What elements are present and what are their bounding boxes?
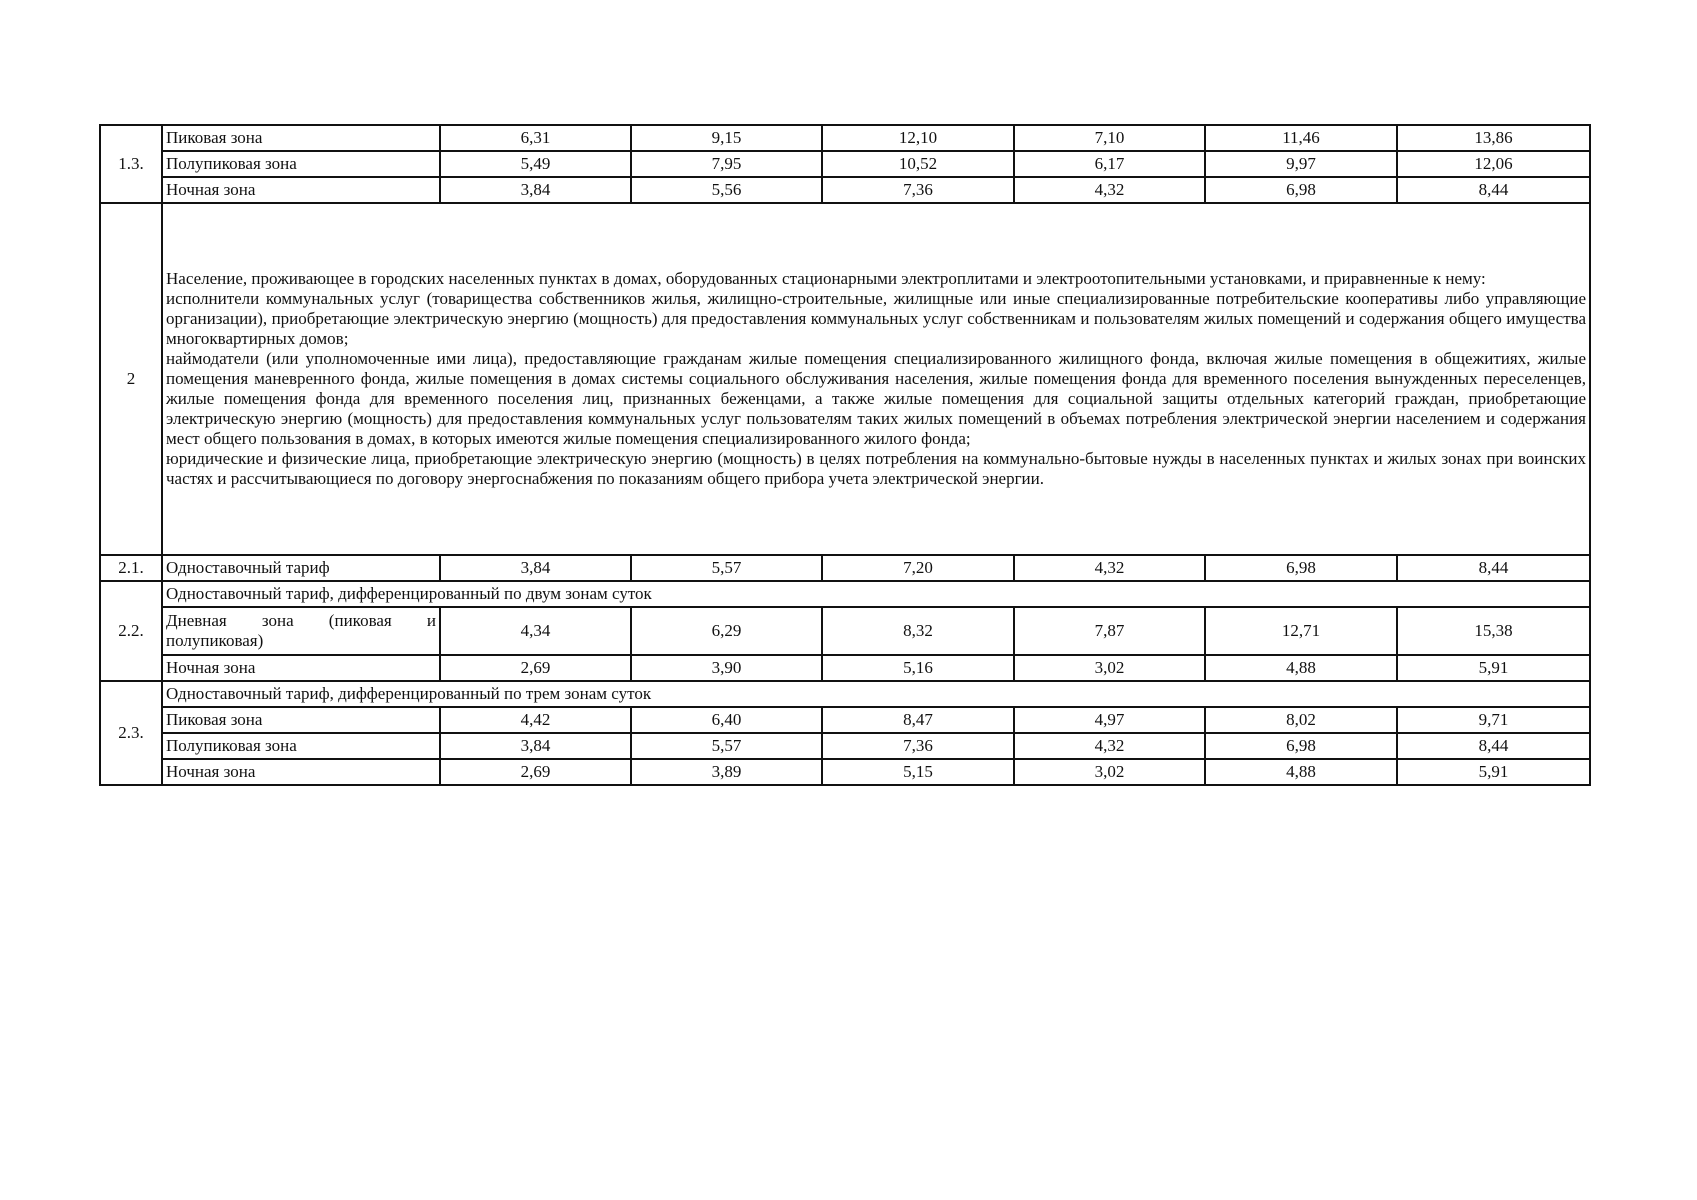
tariff-label-single-rate: Одноставочный тариф bbox=[162, 555, 440, 581]
consumer-paragraph: наймодатели (или уполномоченные ими лица), предоставляющие гражданам жилые помещения специализированного жилищного фонда, включая жилые помещения в общежитиях, жилые помещения маневренного фонда, жилые помещения в домах системы социального обслуживания населения, жилые помещения фонда для временного поселения вынужденных переселенцев, жилые помещения фонда для временного поселения лиц, признанных беженцами, а также жилые помещения для социальной защиты отдельных категорий граждан, приобретающие электрическую энергию (мощность) для предоставления коммунальных услуг пользователям таких жилых помещений в объемах потребления электрической энергии населением и содержания мест общего пользования в домах, в которых имеются жилые помещения специализированного жилого фонда; bbox=[166, 348, 1586, 449]
consumer-group-description bbox=[162, 203, 1590, 555]
tariff-value: 6,98 bbox=[1205, 733, 1397, 759]
tariff-value: 4,32 bbox=[1014, 733, 1205, 759]
tariff-value: 10,52 bbox=[822, 151, 1014, 177]
row-number-1-3: 1.3. bbox=[100, 125, 162, 203]
row-number-2-3: 2.3. bbox=[100, 681, 162, 785]
table-row bbox=[100, 707, 1590, 733]
consumer-paragraph: исполнители коммунальных услуг (товарищества собственников жилья, жилищно-строительные, жилищные или иные специализированные потребительские кооперативы либо управляющие организации), приобретающие электрическую энергию (мощность) для предоставления коммунальных услуг собственникам и пользователям жилых помещений и содержания общего имущества многоквартирных домов; bbox=[166, 288, 1586, 348]
zone-label-day: Дневная зона (пиковая и полупиковая) bbox=[162, 607, 440, 655]
tariff-value: 3,84 bbox=[440, 733, 631, 759]
table-row bbox=[100, 151, 1590, 177]
tariff-value: 3,84 bbox=[440, 177, 631, 203]
table-row bbox=[100, 681, 1590, 707]
tariff-value: 12,06 bbox=[1397, 151, 1590, 177]
table-row bbox=[100, 177, 1590, 203]
tariff-value: 4,42 bbox=[440, 707, 631, 733]
tariff-value: 5,91 bbox=[1397, 759, 1590, 785]
tariff-value: 7,36 bbox=[822, 733, 1014, 759]
table-row bbox=[100, 581, 1590, 607]
table-row bbox=[100, 733, 1590, 759]
tariff-value: 8,44 bbox=[1397, 733, 1590, 759]
tariff-value: 5,49 bbox=[440, 151, 631, 177]
tariff-value: 5,57 bbox=[631, 555, 822, 581]
zone-label-night: Ночная зона bbox=[162, 759, 440, 785]
table-row bbox=[100, 555, 1590, 581]
zone-label-night: Ночная зона bbox=[162, 177, 440, 203]
tariff-value: 3,02 bbox=[1014, 655, 1205, 681]
tariff-value: 9,97 bbox=[1205, 151, 1397, 177]
section-heading-three-zones: Одноставочный тариф, дифференцированный по трем зонам суток bbox=[162, 681, 1590, 707]
tariff-value: 11,46 bbox=[1205, 125, 1397, 151]
tariff-value: 2,69 bbox=[440, 655, 631, 681]
tariff-table bbox=[99, 124, 1591, 786]
tariff-value: 8,44 bbox=[1397, 555, 1590, 581]
tariff-value: 12,71 bbox=[1205, 607, 1397, 655]
tariff-value: 4,34 bbox=[440, 607, 631, 655]
table-row bbox=[100, 607, 1590, 655]
tariff-value: 12,10 bbox=[822, 125, 1014, 151]
tariff-value: 5,15 bbox=[822, 759, 1014, 785]
tariff-value: 8,44 bbox=[1397, 177, 1590, 203]
tariff-value: 3,90 bbox=[631, 655, 822, 681]
tariff-value: 6,98 bbox=[1205, 177, 1397, 203]
tariff-value: 8,02 bbox=[1205, 707, 1397, 733]
tariff-value: 13,86 bbox=[1397, 125, 1590, 151]
tariff-value: 7,95 bbox=[631, 151, 822, 177]
tariff-value: 5,57 bbox=[631, 733, 822, 759]
tariff-value: 6,31 bbox=[440, 125, 631, 151]
tariff-value: 15,38 bbox=[1397, 607, 1590, 655]
tariff-value: 7,20 bbox=[822, 555, 1014, 581]
tariff-value: 6,17 bbox=[1014, 151, 1205, 177]
tariff-value: 8,47 bbox=[822, 707, 1014, 733]
zone-label-night: Ночная зона bbox=[162, 655, 440, 681]
tariff-value: 9,15 bbox=[631, 125, 822, 151]
consumer-paragraph: юридические и физические лица, приобретающие электрическую энергию (мощность) в целях потребления на коммунально-бытовые нужды в населенных пунктах и жилых зонах при воинских частях и рассчитывающиеся по договору энергоснабжения по показаниям общего прибора учета электрической энергии. bbox=[166, 449, 1586, 489]
zone-label-peak: Пиковая зона bbox=[162, 707, 440, 733]
tariff-value: 3,02 bbox=[1014, 759, 1205, 785]
table-row bbox=[100, 125, 1590, 151]
zone-label-semipeak: Полупиковая зона bbox=[162, 151, 440, 177]
table-row bbox=[100, 203, 1590, 555]
row-number-2: 2 bbox=[100, 203, 162, 555]
tariff-value: 7,87 bbox=[1014, 607, 1205, 655]
section-heading-two-zones: Одноставочный тариф, дифференцированный по двум зонам суток bbox=[162, 581, 1590, 607]
tariff-value: 8,32 bbox=[822, 607, 1014, 655]
tariff-value: 9,71 bbox=[1397, 707, 1590, 733]
tariff-value: 4,88 bbox=[1205, 759, 1397, 785]
tariff-value: 7,36 bbox=[822, 177, 1014, 203]
tariff-value: 3,84 bbox=[440, 555, 631, 581]
tariff-value: 6,98 bbox=[1205, 555, 1397, 581]
tariff-value: 7,10 bbox=[1014, 125, 1205, 151]
tariff-value: 3,89 bbox=[631, 759, 822, 785]
tariff-value: 5,56 bbox=[631, 177, 822, 203]
tariff-value: 2,69 bbox=[440, 759, 631, 785]
tariff-document bbox=[99, 124, 1591, 786]
zone-label-peak: Пиковая зона bbox=[162, 125, 440, 151]
zone-label-semipeak: Полупиковая зона bbox=[162, 733, 440, 759]
tariff-value: 4,97 bbox=[1014, 707, 1205, 733]
tariff-value: 4,32 bbox=[1014, 555, 1205, 581]
tariff-value: 6,40 bbox=[631, 707, 822, 733]
tariff-value: 5,91 bbox=[1397, 655, 1590, 681]
row-number-2-1: 2.1. bbox=[100, 555, 162, 581]
consumer-paragraph: Население, проживающее в городских населенных пунктах в домах, оборудованных стационарными электроплитами и электроотопительными установками, и приравненные к нему: bbox=[166, 268, 1486, 288]
tariff-value: 4,88 bbox=[1205, 655, 1397, 681]
tariff-value: 4,32 bbox=[1014, 177, 1205, 203]
tariff-value: 6,29 bbox=[631, 607, 822, 655]
table-row bbox=[100, 655, 1590, 681]
row-number-2-2: 2.2. bbox=[100, 581, 162, 681]
table-row bbox=[100, 759, 1590, 785]
tariff-value: 5,16 bbox=[822, 655, 1014, 681]
